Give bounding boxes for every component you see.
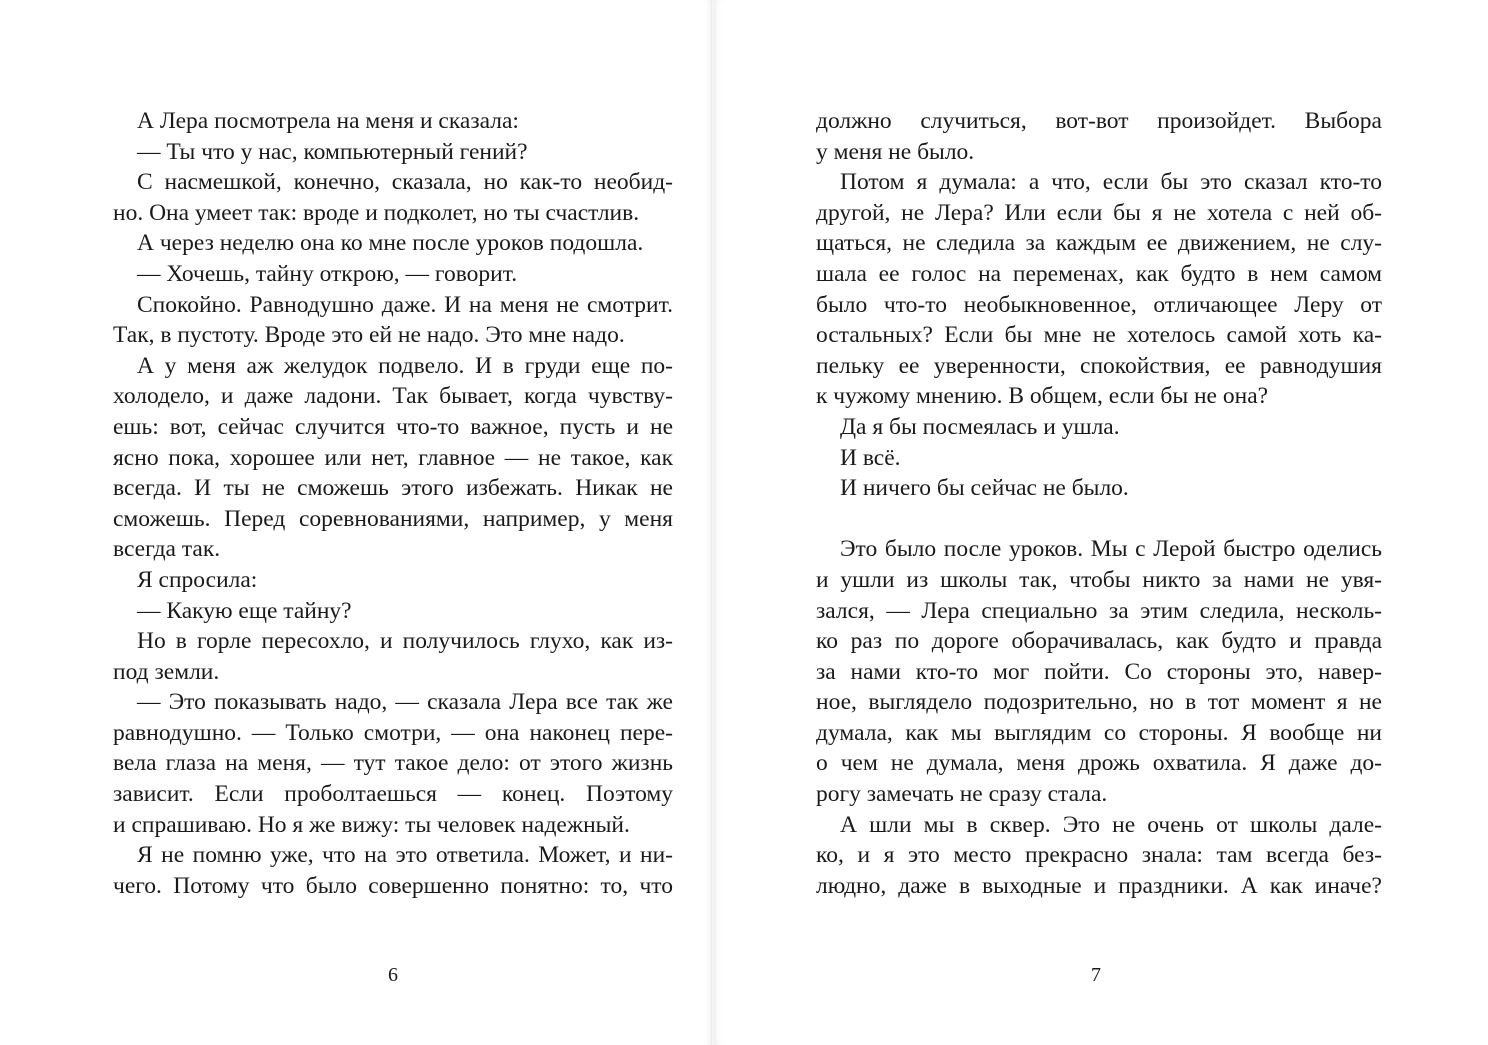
page-number: 6 [388, 964, 398, 986]
text-line: Я спросила: [137, 566, 258, 593]
text-line: остальных? Если бы мне не хотелось самой хоть ка- [816, 322, 1382, 349]
text-line: ясно пока, хорошее или нет, главное — не такое, как [113, 444, 673, 471]
text-line: Это было после уроков. Мы с Лерой быстро оделись [840, 536, 1382, 563]
text-line: вела глаза на меня, — тут такое дело: от этого жизнь [113, 750, 673, 777]
text-line: А Лера посмотрела на меня и сказала: [137, 108, 519, 134]
text-line: ное, выглядело подозрительно, но в тот момент я не [816, 689, 1382, 716]
text-line: и спрашиваю. Но я же вижу: ты человек надежный. [113, 811, 630, 838]
text-line: Я не помню уже, что на это ответила. Может, и ни- [137, 842, 673, 869]
text-line: ко, и я это место прекрасно знала: там всегда без- [816, 842, 1382, 869]
text-line: — Ты что у нас, компьютерный гений? [137, 138, 528, 165]
text-line: всегда. И ты не сможешь этого избежать. Никак не [113, 475, 673, 502]
text-line: у меня не было. [816, 138, 975, 165]
right-page-text [816, 106, 1382, 901]
paragraph-break [816, 504, 1382, 535]
text-line: должно случиться, вот-вот произойдет. Выбора [816, 108, 1382, 134]
text-line: щаться, не следила за каждым ее движением, не слу- [816, 230, 1382, 257]
text-line: ешь: вот, сейчас случится что-то важное, пусть и не [113, 413, 673, 440]
text-line: за нами кто-то мог пойти. Со стороны это, навер- [816, 658, 1382, 685]
text-line: — Хочешь, тайну открою, — говорит. [137, 260, 518, 287]
text-line: пельку ее уверенности, спокойствия, ее равнодушия [816, 352, 1382, 379]
text-line: зависит. Если проболтаешься — конец. Поэтому [113, 781, 673, 808]
text-line: И всё. [840, 444, 901, 471]
text-line: А у меня аж желудок подвело. И в груди еще по- [137, 352, 673, 379]
text-line: Потом я думала: а что, если бы это сказал кто-то [840, 169, 1382, 196]
text-line: о чем не думала, меня дрожь охватила. Я даже до- [816, 750, 1382, 777]
text-line: Спокойно. Равнодушно даже. И на меня не смотрит. [137, 291, 673, 318]
text-line: и ушли из школы так, чтобы никто за нами не увя- [816, 566, 1382, 593]
text-line: Но в горле пересохло, и получилось глухо, как из- [137, 628, 673, 655]
text-line: зался, — Лера специально за этим следила, несколь- [816, 597, 1382, 624]
text-line: людно, даже в выходные и праздники. А как иначе? [816, 872, 1382, 899]
page-number: 7 [1091, 964, 1101, 986]
text-line: И ничего бы сейчас не было. [840, 475, 1129, 502]
text-line: — Какую еще тайну? [137, 597, 352, 624]
text-line: всегда так. [113, 536, 221, 563]
text-line: Так, в пустоту. Вроде это ей не надо. Это мне надо. [113, 322, 625, 349]
text-line: чего. Потому что было совершенно понятно: то, что [113, 872, 673, 899]
text-line: — Это показывать надо, — сказала Лера все так же [137, 689, 673, 716]
text-line: думала, как мы выглядим со стороны. Я вообще ни [816, 719, 1382, 746]
text-line: равнодушно. — Только смотри, — она наконец пере- [113, 719, 673, 746]
text-line: холодело, и даже ладони. Так бывает, когда чувству- [113, 383, 673, 410]
left-page [0, 0, 712, 1045]
text-line: под земли. [113, 658, 220, 685]
text-line: сможешь. Перед соревнованиями, например, у меня [113, 505, 673, 532]
text-line: к чужому мнению. В общем, если бы не она? [816, 383, 1269, 410]
text-line: было что-то необыкновенное, отличающее Леру от [816, 291, 1382, 318]
text-line: шала ее голос на переменах, как будто в нем самом [816, 260, 1382, 287]
text-line: рогу замечать не сразу стала. [816, 781, 1108, 808]
text-line: Да я бы посмеялась и ушла. [840, 413, 1120, 440]
text-line: С насмешкой, конечно, сказала, но как-то необид- [137, 169, 673, 196]
text-line: ко раз по дороге оборачивалась, как будто и правда [816, 628, 1382, 655]
text-line: А шли мы в сквер. Это не очень от школы дале- [840, 811, 1382, 838]
text-line: другой, не Лера? Или если бы я не хотела с ней об- [816, 199, 1382, 226]
text-line: но. Она умеет так: вроде и подколет, но ты счастлив. [113, 199, 640, 226]
right-page [714, 0, 1488, 1045]
left-page-text [113, 106, 673, 901]
text-line: А через неделю она ко мне после уроков подошла. [137, 230, 644, 257]
